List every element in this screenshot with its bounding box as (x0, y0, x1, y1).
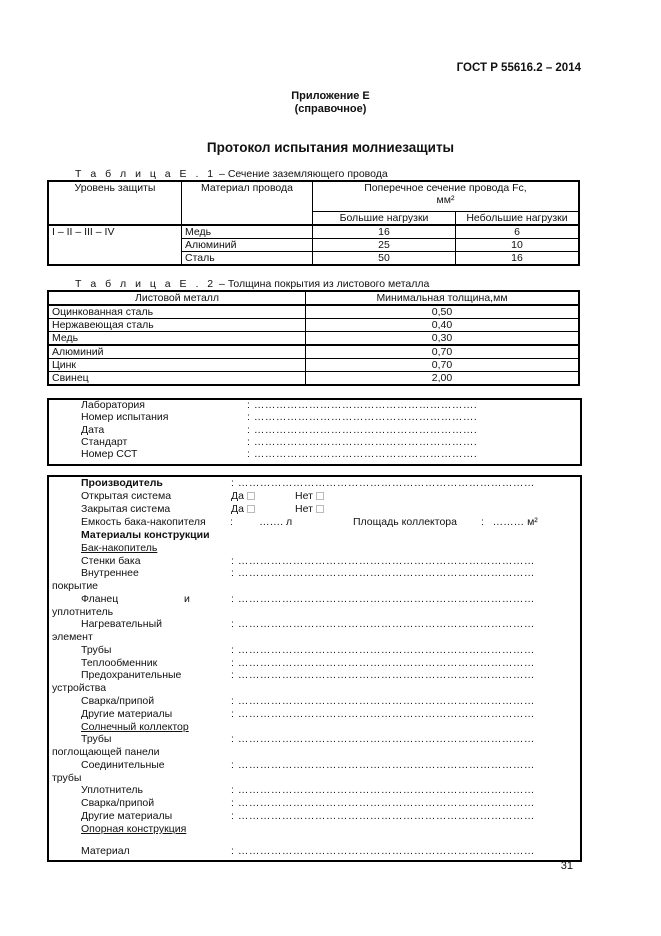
cell-material: Алюминий (182, 238, 313, 251)
header-small: Небольшие нагрузки (456, 211, 580, 225)
fill-date[interactable]: : ……………………………………………………. (247, 424, 478, 436)
cell-metal: Свинец (48, 372, 306, 386)
fill-inner-coating[interactable]: : ……………………………………………………………………… (231, 567, 535, 579)
appendix-title: Приложение Е (291, 90, 370, 102)
fill-pipes[interactable]: : ……………………………………………………………………… (231, 644, 535, 656)
label-heater: Нагревательный (81, 618, 162, 630)
cell-metal: Цинк (48, 359, 306, 372)
cell-metal: Алюминий (48, 345, 306, 359)
fill-flange[interactable]: : ……………………………………………………………………… (231, 593, 535, 605)
fill-other2[interactable]: : ……………………………………………………………………… (231, 810, 535, 822)
page-number: 31 (560, 860, 573, 872)
label-inner-coating: Внутреннее (81, 567, 139, 579)
fill-tank-walls[interactable]: : ……………………………………………………………………… (231, 555, 535, 567)
fill-welding2[interactable]: : ……………………………………………………………………… (231, 797, 535, 809)
cell-thickness: 0,70 (306, 359, 580, 372)
label-safety-cont: устройства (52, 682, 107, 694)
label-other: Другие материалы (81, 708, 173, 720)
closed-yes[interactable]: Да (231, 503, 255, 515)
fill-material[interactable]: : ……………………………………………………………………… (231, 845, 535, 857)
fill-other[interactable]: : ……………………………………………………………………… (231, 708, 535, 720)
label-material: Материал (81, 845, 130, 857)
header-section: Поперечное сечение провода Fc, мм² (313, 181, 580, 211)
fill-collector-area[interactable]: : ……… м² (481, 516, 538, 528)
fill-sealant[interactable]: : ……………………………………………………………………… (231, 784, 535, 796)
closed-no[interactable]: Нет (295, 503, 324, 515)
label-flange: Фланец (81, 593, 119, 605)
label-heater-cont: элемент (52, 631, 93, 643)
cell-thickness: 2,00 (306, 372, 580, 386)
field-standard: Стандарт (81, 436, 128, 448)
label-welding: Сварка/припой (81, 695, 155, 707)
fill-welding[interactable]: : ……………………………………………………………………… (231, 695, 535, 707)
cell-large: 16 (313, 225, 456, 239)
label-flange-and: и (184, 593, 190, 605)
label-materials: Материалы конструкции (81, 529, 210, 541)
label-tank-capacity: Емкость бака-накопителя (81, 516, 206, 528)
fill-standard[interactable]: : ……………………………………………………. (247, 436, 478, 448)
field-sst-number: Номер ССТ (81, 448, 138, 460)
label-safety: Предохранительные (81, 669, 182, 681)
fill-laboratory[interactable]: : ……………………………………………………. (247, 399, 478, 411)
table1-caption: Т а б л и ц а Е . 1 – Сечение заземляющего провода (75, 168, 388, 180)
label-welding2: Сварка/припой (81, 797, 155, 809)
cell-small: 16 (456, 251, 580, 265)
label-tank-walls: Стенки бака (81, 555, 141, 567)
label-absorber-cont: поглощающей панели (52, 746, 160, 758)
cell-metal: Нержавеющая сталь (48, 319, 306, 332)
table-e1 (47, 180, 580, 266)
cell-small: 6 (456, 225, 580, 239)
cell-metal: Оцинкованная сталь (48, 305, 306, 319)
label-closed-system: Закрытая система (81, 503, 171, 515)
label-flange-cont: уплотнитель (52, 606, 114, 618)
section-tank: Бак-накопитель (81, 542, 158, 554)
section-support: Опорная конструкция (81, 823, 187, 835)
label-inner-coating-cont: покрытие (52, 580, 99, 592)
cell-large: 50 (313, 251, 456, 265)
label-connecting: Соединительные (81, 759, 165, 771)
fill-connecting[interactable]: : ……………………………………………………………………… (231, 759, 535, 771)
header-large: Большие нагрузки (313, 211, 456, 225)
label-connecting-cont: трубы (52, 772, 82, 784)
fill-heat-exchanger[interactable]: : ……………………………………………………………………… (231, 657, 535, 669)
label-pipes: Трубы (81, 644, 112, 656)
header-level: Уровень защиты (48, 181, 182, 225)
cell-thickness: 0,30 (306, 332, 580, 346)
label-manufacturer: Производитель (81, 477, 163, 489)
fill-sst-number[interactable]: : ……………………………………………………. (247, 448, 478, 460)
document-title: Протокол испытания молниезащиты (206, 140, 455, 155)
section-collector: Солнечный коллектор (81, 721, 189, 733)
label-absorber: Трубы (81, 733, 112, 745)
cell-large: 25 (313, 238, 456, 251)
checkbox-icon[interactable] (247, 505, 255, 513)
checkbox-icon[interactable] (316, 492, 324, 500)
fill-absorber[interactable]: : ……………………………………………………………………… (231, 733, 535, 745)
field-laboratory: Лаборатория (81, 399, 145, 411)
cell-material: Сталь (182, 251, 313, 265)
appendix-subtitle: (справочное) (294, 103, 367, 115)
fill-test-number[interactable]: : ……………………………………………………. (247, 411, 478, 423)
table2-caption: Т а б л и ц а Е . 2 – Толщина покрытия из листового металла (75, 278, 430, 290)
field-date: Дата (81, 424, 105, 436)
standard-header: ГОСТ Р 55616.2 – 2014 (456, 62, 581, 74)
checkbox-icon[interactable] (247, 492, 255, 500)
label-collector-area: Площадь коллектора (353, 516, 457, 528)
table-e2 (47, 290, 580, 386)
level-value: I – II – III – IV (48, 225, 182, 265)
checkbox-icon[interactable] (316, 505, 324, 513)
field-test-number: Номер испытания (81, 411, 169, 423)
fill-heater[interactable]: : ……………………………………………………………………… (231, 618, 535, 630)
header-material: Материал провода (182, 181, 313, 225)
label-sealant: Уплотнитель (81, 784, 143, 796)
cell-metal: Медь (48, 332, 306, 346)
fill-manufacturer[interactable]: : ……………………………………………………………………… (231, 477, 535, 489)
fill-safety[interactable]: : ……………………………………………………………………… (231, 669, 535, 681)
cell-small: 10 (456, 238, 580, 251)
open-yes[interactable]: Да (231, 490, 255, 502)
header-thickness: Минимальная толщина,мм (306, 291, 580, 305)
open-no[interactable]: Нет (295, 490, 324, 502)
cell-material: Медь (182, 225, 313, 239)
fill-tank-capacity[interactable]: : ……. л (230, 516, 293, 528)
header-metal: Листовой металл (48, 291, 306, 305)
cell-thickness: 0,50 (306, 305, 580, 319)
label-other2: Другие материалы (81, 810, 173, 822)
label-heat-exchanger: Теплообменник (81, 657, 158, 669)
cell-thickness: 0,40 (306, 319, 580, 332)
cell-thickness: 0,70 (306, 345, 580, 359)
label-open-system: Открытая система (81, 490, 172, 502)
